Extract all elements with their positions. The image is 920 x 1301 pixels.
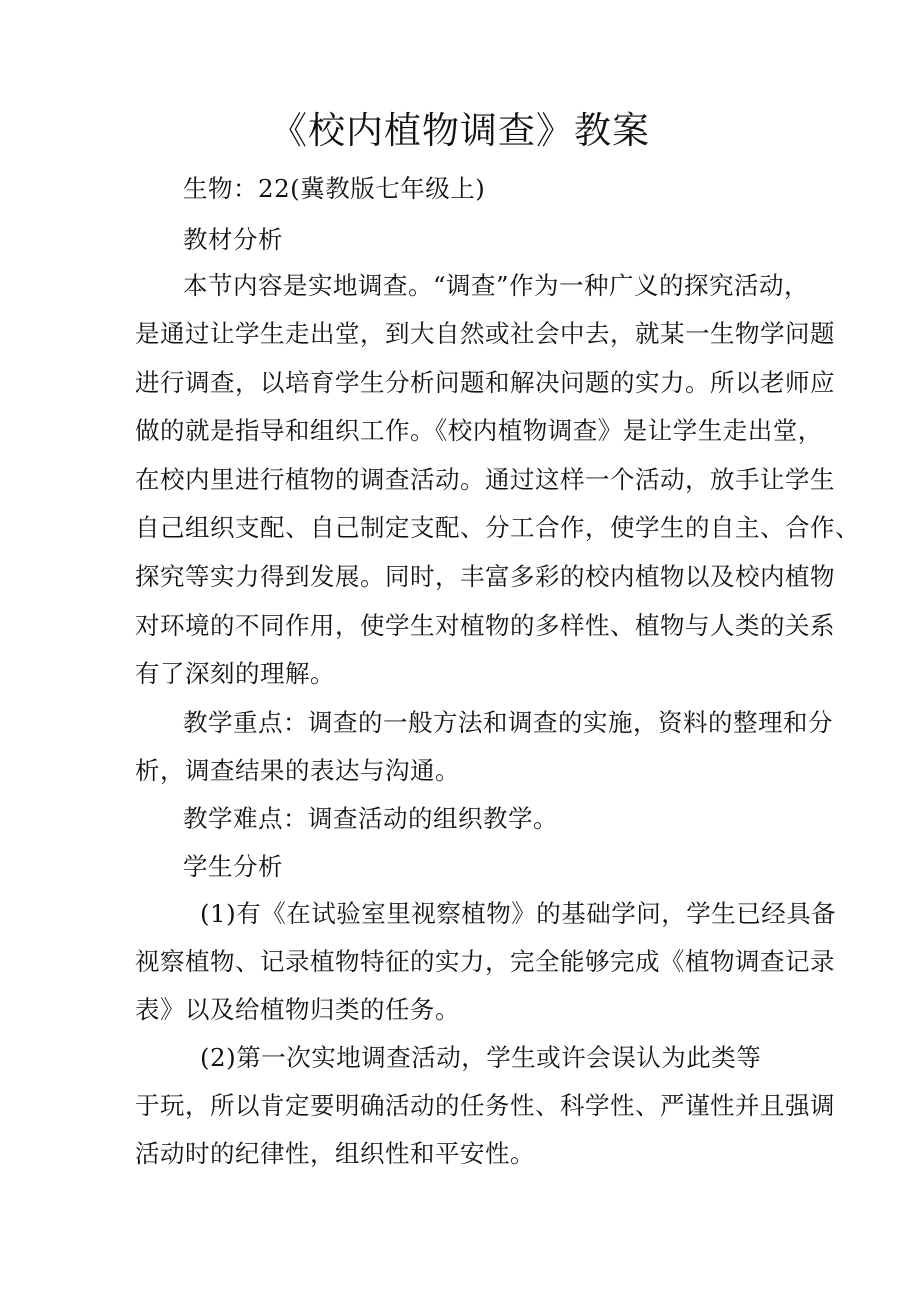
paragraph-line: 进行调查，以培育学生分析问题和解决问题的实力。所以老师应: [135, 368, 835, 397]
paragraph-line: 做的就是指导和组织工作。《校内植物调查》是让学生走出堂，: [135, 416, 823, 445]
paragraph-line: 本节内容是实地调查。“调查”作为一种广义的探究活动，: [183, 271, 810, 300]
subject-line: 生物：22(冀教版七年级上): [183, 174, 486, 203]
student-analysis-item-1: 表》以及给植物归类的任务。: [135, 995, 460, 1024]
paragraph-line: 自己组织支配、自己制定支配、分工合作，使学生的自主、合作、: [135, 513, 860, 542]
teaching-focus-line: 教学重点：调查的一般方法和调查的实施，资料的整理和分: [183, 708, 833, 737]
teaching-difficulty-line: 教学难点：调查活动的组织教学。: [183, 804, 558, 833]
student-analysis-item-1: 视察植物、记录植物特征的实力，完全能够完成《植物调查记录: [135, 947, 835, 976]
paragraph-line: 有了深刻的理解。: [135, 659, 335, 688]
student-analysis-item-2: 活动时的纪律性，组织性和平安性。: [135, 1139, 535, 1168]
student-analysis-item-2: 于玩，所以肯定要明确活动的任务性、科学性、严谨性并且强调: [135, 1091, 835, 1120]
teaching-focus-line: 析，调查结果的表达与沟通。: [135, 756, 460, 785]
paragraph-line: 是通过让学生走出堂，到大自然或社会中去，就某一生物学问题: [135, 319, 835, 348]
section-heading-student-analysis: 学生分析: [183, 852, 283, 881]
document-title: 《校内植物调查》教案: [270, 109, 650, 152]
student-analysis-item-1: (1)有《在试验室里视察植物》的基础学问，学生已经具备: [200, 899, 837, 928]
paragraph-line: 探究等实力得到发展。同时，丰富多彩的校内植物以及校内植物: [135, 562, 835, 591]
paragraph-line: 对环境的不同作用，使学生对植物的多样性、植物与人类的关系: [135, 611, 835, 640]
student-analysis-item-2: (2)第一次实地调查活动，学生或许会误认为此类等: [200, 1043, 762, 1072]
section-heading-textbook-analysis: 教材分析: [183, 225, 283, 254]
paragraph-line: 在校内里进行植物的调查活动。通过这样一个活动，放手让学生: [135, 465, 835, 494]
